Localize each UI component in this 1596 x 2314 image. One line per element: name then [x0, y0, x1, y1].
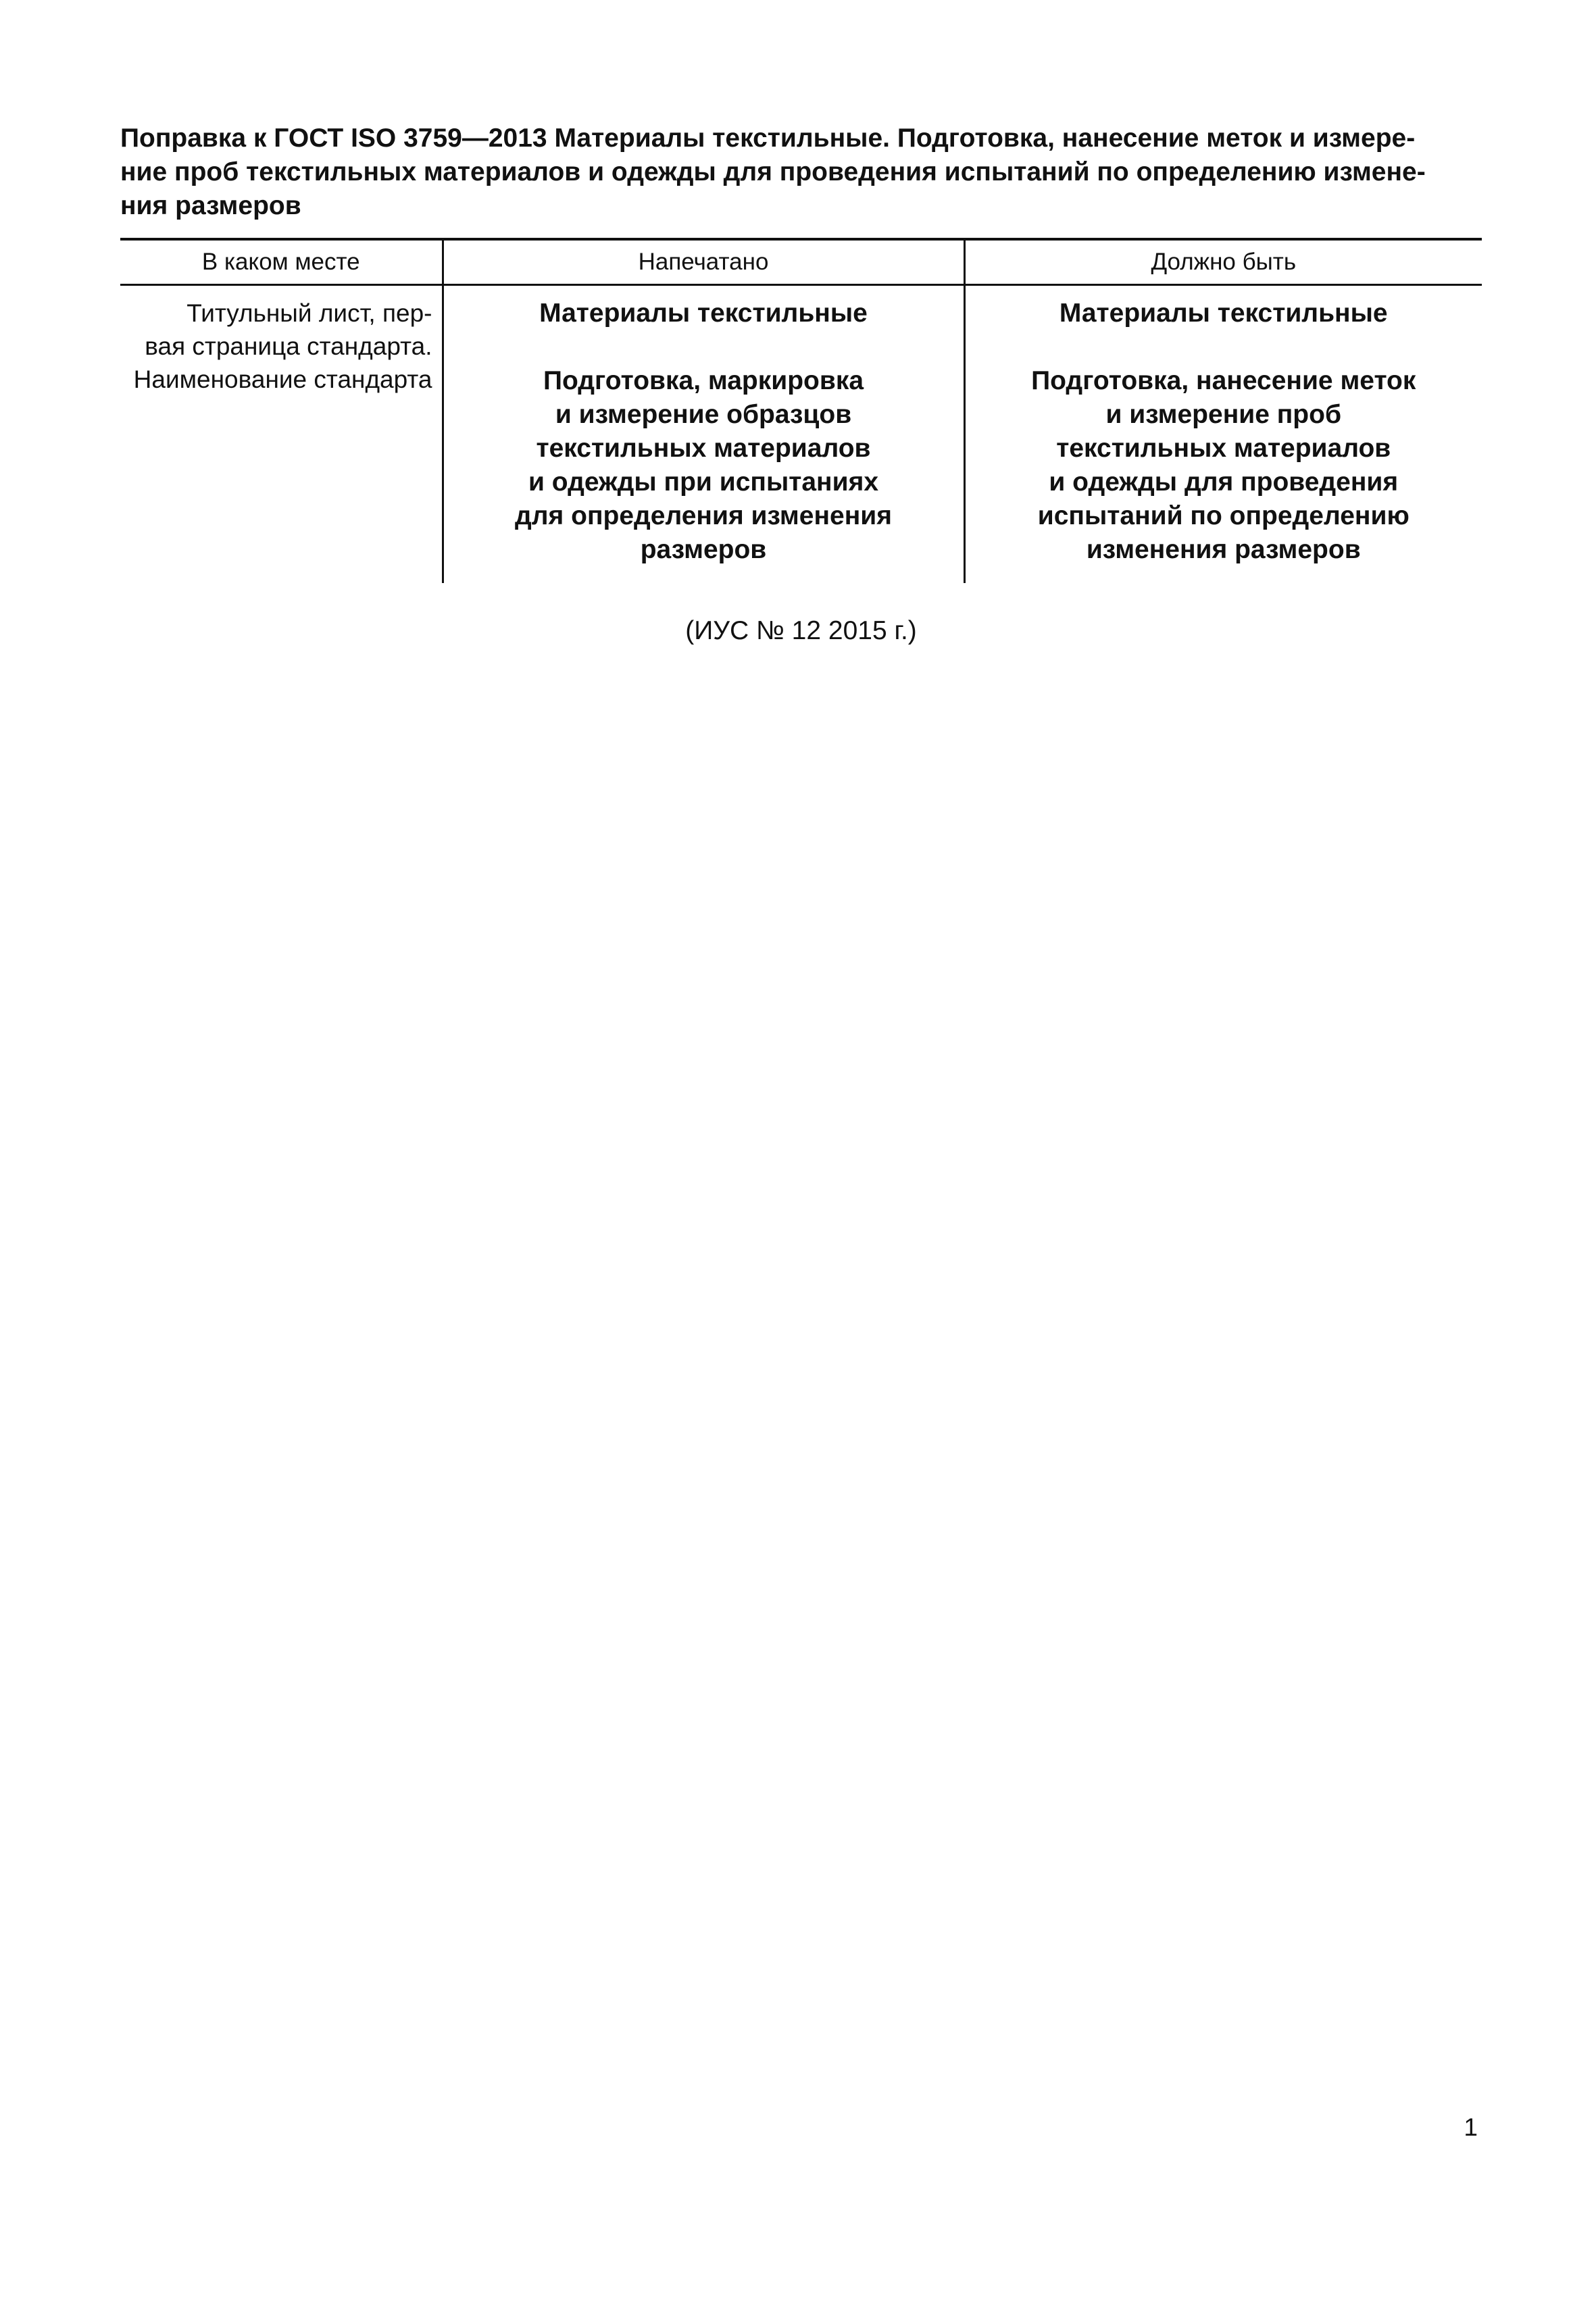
- should-be-text: [966, 286, 1482, 567]
- table-row: [120, 285, 1482, 584]
- amendment-title: Поправка к ГОСТ ISO 3759—2013 Материалы текстильные. Подготовка, нанесение меток и измере- ние проб текстильных материалов и одежды для проведения испытаний по определению измене- ния размеров: [120, 124, 1426, 220]
- header-printed: Напечатано: [443, 239, 964, 285]
- place-text: Титульный лист, пер- вая страница стандарта. Наименование стандарта: [133, 299, 432, 393]
- cell-should-be: [964, 285, 1482, 584]
- page-number: 1: [1464, 2113, 1478, 2141]
- correction-table: [120, 238, 1482, 583]
- should-be-heading: Материалы текстильные: [1059, 299, 1388, 328]
- header-should-be: Должно быть: [964, 239, 1482, 285]
- cell-printed: [443, 285, 964, 584]
- printed-text: [444, 286, 964, 567]
- printed-heading: Материалы текстильные: [539, 299, 868, 328]
- printed-subtitle: Подготовка, маркировка и измерение образцов текстильных материалов и одежды при испытаниях для определения изменения размеров: [515, 366, 892, 564]
- table-header-row: [120, 239, 1482, 285]
- should-be-subtitle: Подготовка, нанесение меток и измерение проб текстильных материалов и одежды для проведения испытаний по определению изменения размеров: [1031, 366, 1416, 564]
- header-where: В каком месте: [201, 249, 360, 275]
- source-reference: (ИУС № 12 2015 г.): [685, 616, 917, 645]
- cell-place: [120, 285, 443, 584]
